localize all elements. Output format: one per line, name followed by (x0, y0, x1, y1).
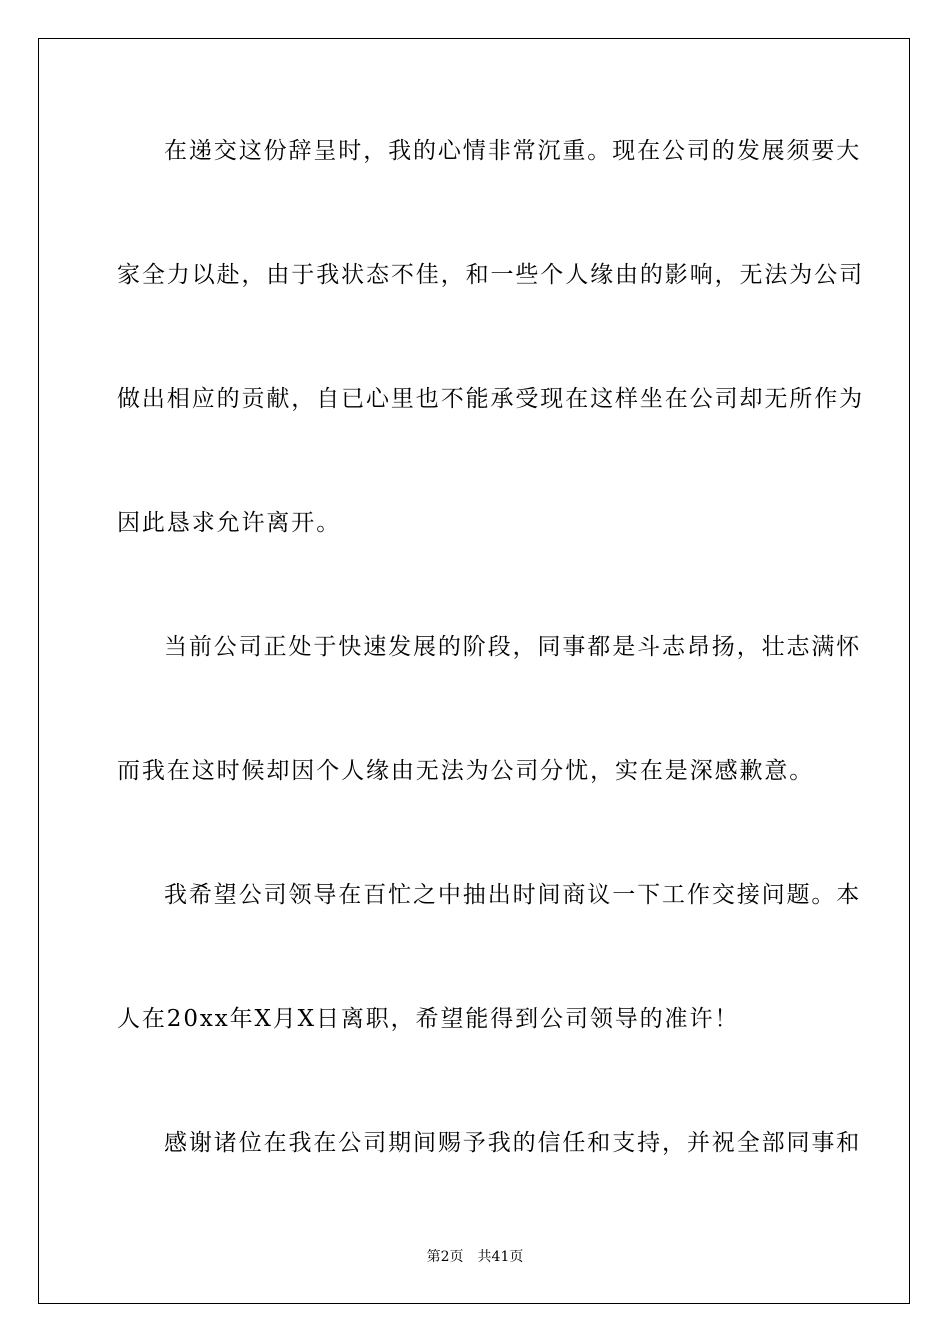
paragraph-1-line-1: 在递交这份辞呈时，我的心情非常沉重。现在公司的发展须要大 (164, 138, 862, 164)
paragraph-1-line-4: 因此恳求允许离开。 (117, 510, 342, 536)
total-pages: 共41页 (477, 1249, 524, 1265)
paragraph-1-line-3: 做出相应的贡献，自已心里也不能承受现在这样坐在公司却无所作为 (117, 386, 864, 412)
page-border (38, 38, 910, 1304)
paragraph-3-line-2: 人在20xx年X月X日离职，希望能得到公司领导的准许！ (117, 1006, 740, 1032)
page-number: 第2页 (426, 1249, 464, 1265)
paragraph-3-line-1: 我希望公司领导在百忙之中抽出时间商议一下工作交接问题。本 (164, 882, 862, 908)
paragraph-1-line-2: 家全力以赴，由于我状态不佳，和一些个人缘由的影响，无法为公司 (117, 262, 864, 288)
page-footer (0, 1248, 950, 1266)
paragraph-4-line-1: 感谢诸位在我在公司期间赐予我的信任和支持，并祝全部同事和 (164, 1130, 862, 1156)
paragraph-2-line-2: 而我在这时候却因个人缘由无法为公司分忧，实在是深感歉意。 (117, 758, 815, 784)
paragraph-2-line-1: 当前公司正处于快速发展的阶段，同事都是斗志昂扬，壮志满怀 (164, 634, 862, 660)
